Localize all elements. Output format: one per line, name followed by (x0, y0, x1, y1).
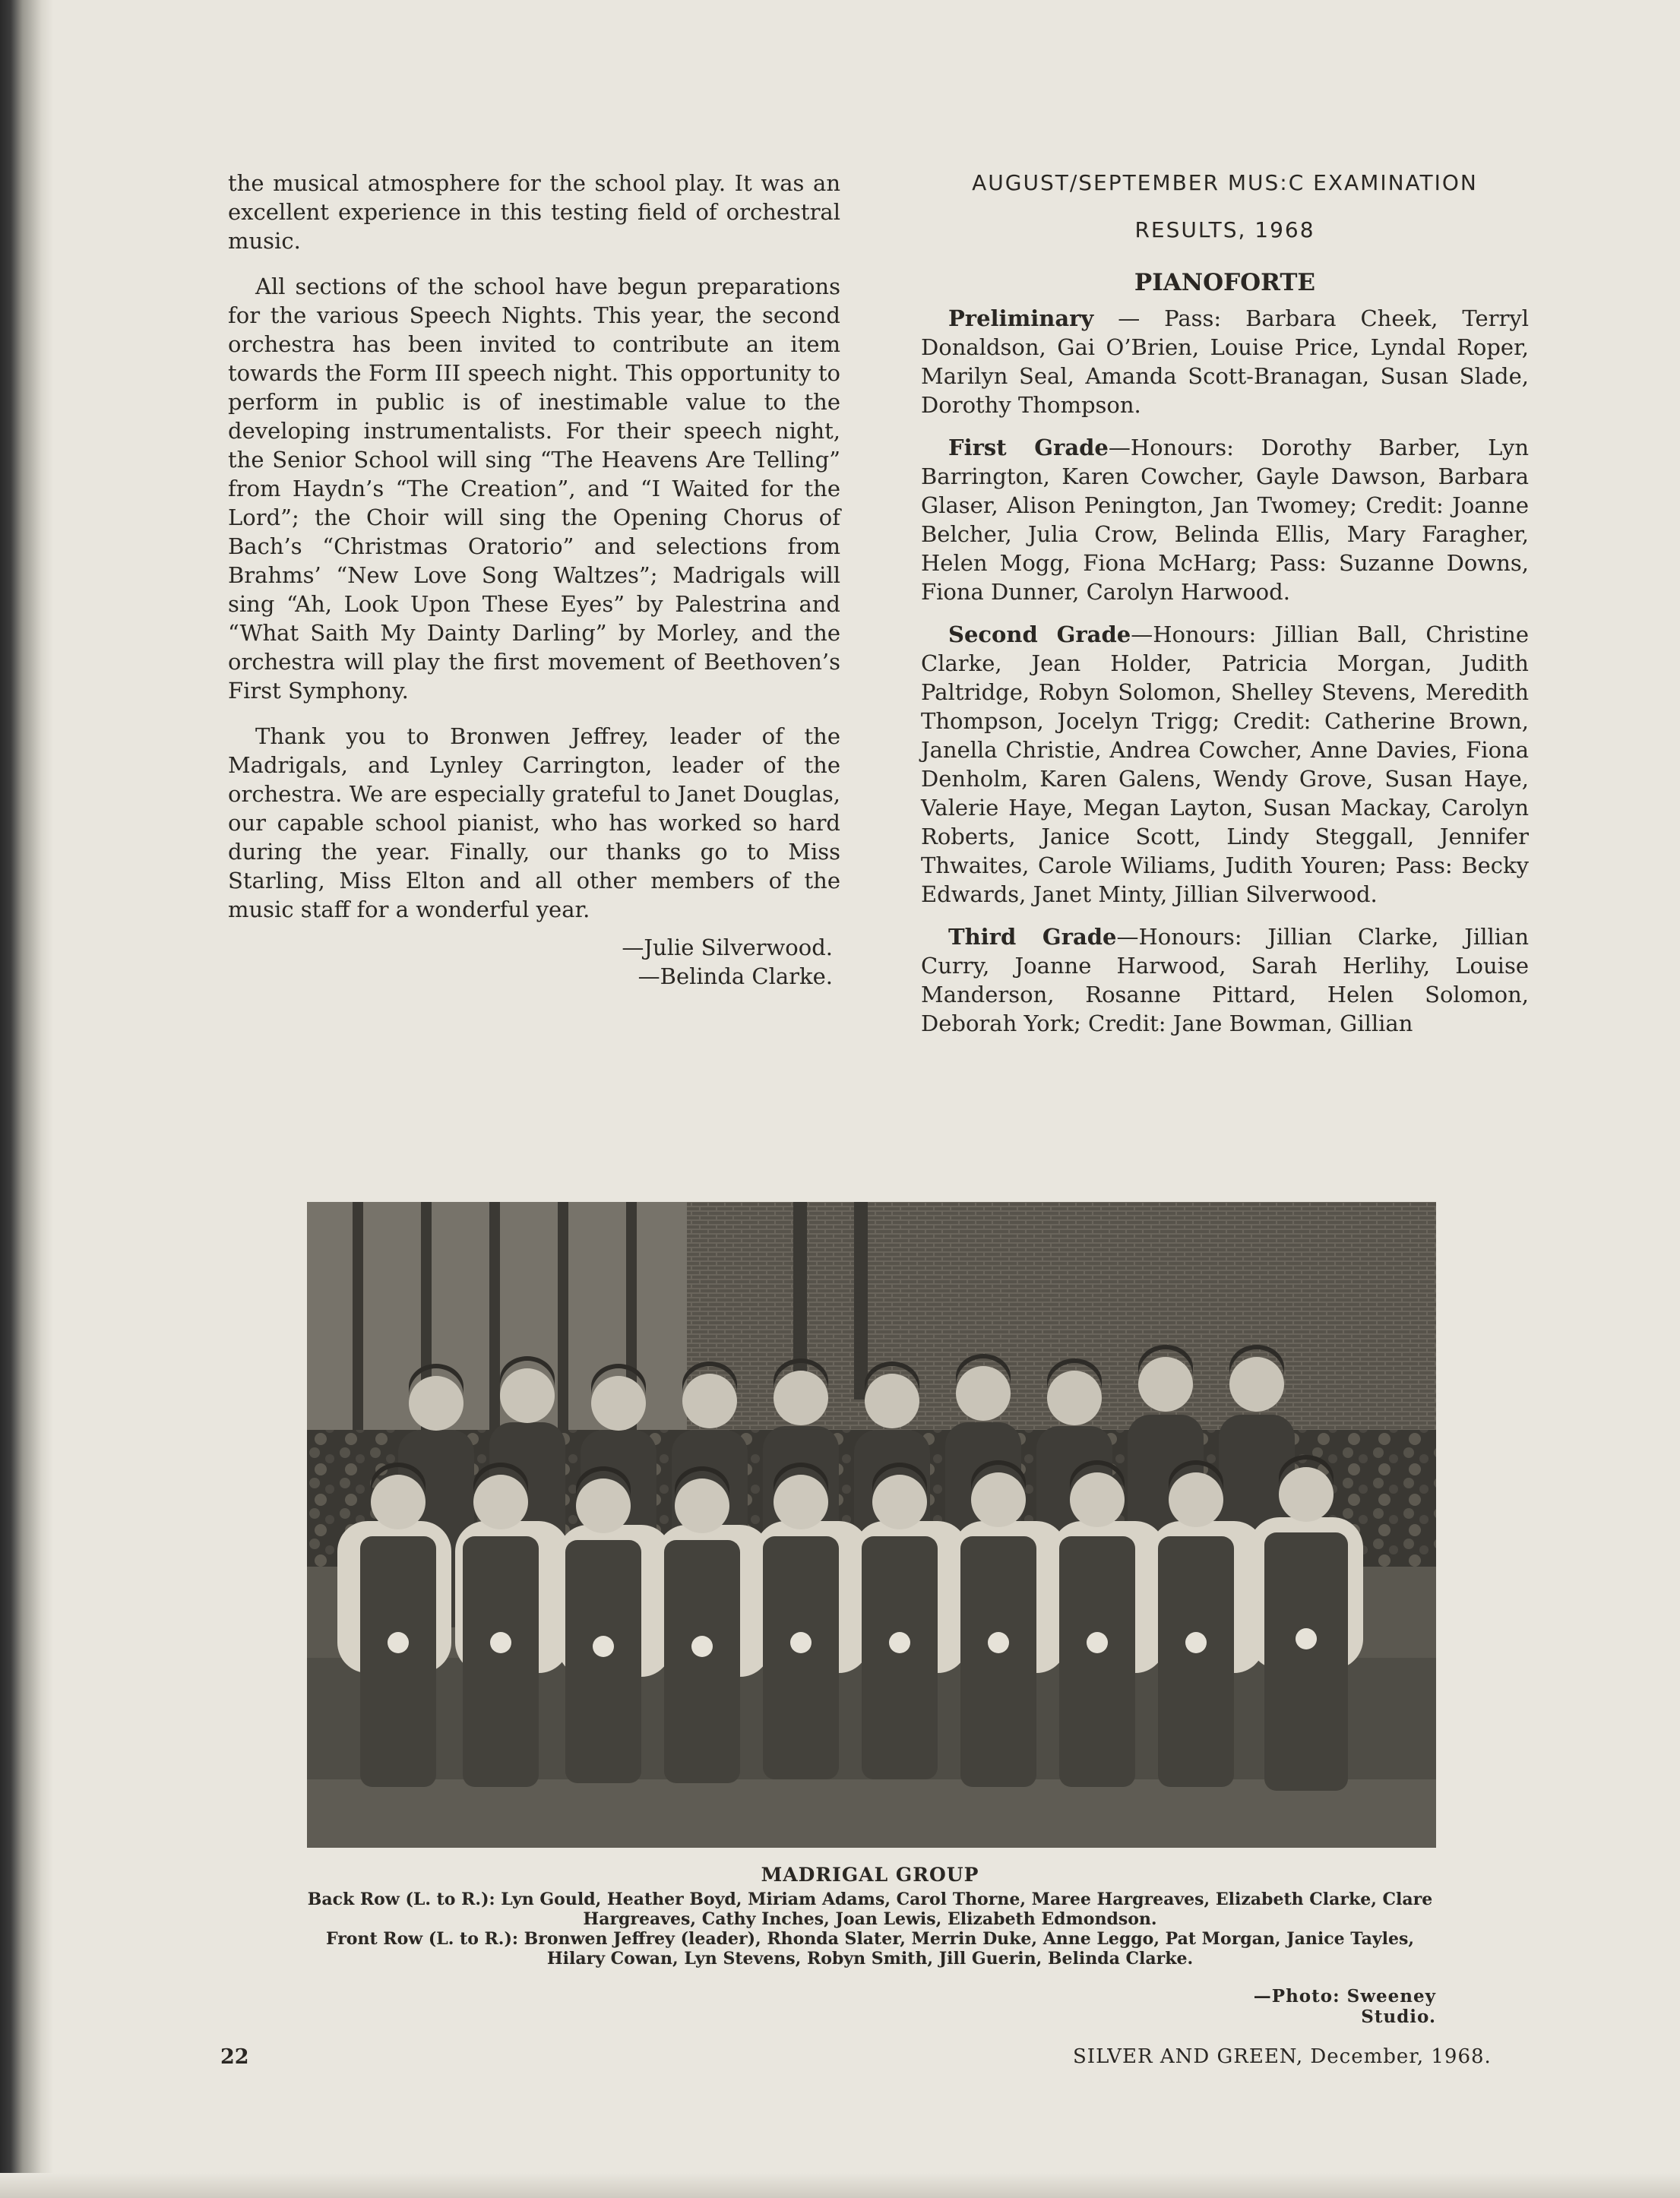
running-footer: SILVER AND GREEN, December, 1968. (1073, 2045, 1492, 2068)
group-photo-image (307, 1202, 1436, 1848)
section-heading: AUGUST/SEPTEMBER MUS:C EXAMINATION (972, 170, 1478, 195)
caption-title: MADRIGAL GROUP (761, 1864, 979, 1886)
grade-results (921, 922, 1529, 1038)
paragraph: All sections of the school have begun preparations for the various Speech Nights. This year, the second orchestra has been invited to contribute an item towards the Form III speech night. This opportunity to perform in public is of inestimable value to the developing instrumentalists. For their speech night, the Senior School will sing “The Heavens Are Telling” from Haydn’s “The Creation”, and “I Waited for the Lord”; the Choir will sing the Opening Chorus of Bach’s “Christmas Oratorio” and selections from Brahms’ “New Love Song Waltzes”; Madrigals will sing “Ah, Look Upon These Eyes” by Palestrina and “What Saith My Dainty Darling” by Morley, and the orchestra will play the first movement of Beethoven’s First Symphony. (228, 274, 840, 704)
page-binding-shadow (0, 0, 53, 2198)
grade-label: First Grade (948, 435, 1109, 460)
grade-text: —Honours: Jillian Clarke, Jillian Curry, Joanne Harwood, Sarah Herlihy, Louise Manderson, Rosanne Pittard, Helen Solomon, Deborah York; Credit: Jane Bowman, Gillian (921, 924, 1529, 1036)
grade-label: Second Grade (948, 621, 1131, 647)
grade-text: —Honours: Jillian Ball, Christine Clarke, Jean Holder, Patricia Morgan, Judith Paltridge, Robyn Solomon, Shelley Stevens, Meredith Thompson, Jocelyn Trigg; Credit: Catherine Brown, Janella Christie, Andrea Cowcher, Anne Davies, Fiona Denholm, Karen Galens, Wendy Grove, Susan Haye, Valerie Haye, Megan Layton, Susan Mackay, Carolyn Roberts, Janice Scott, Lindy Steggall, Jennifer Thwaites, Carole Wiliams, Judith Youren; Pass: Becky Edwards, Janet Minty, Jillian Silverwood. (921, 621, 1529, 907)
grade-label: Third Grade (948, 924, 1117, 950)
grade-results (921, 433, 1529, 606)
page-number: 22 (220, 2045, 249, 2069)
instrument-heading: PIANOFORTE (1134, 269, 1316, 296)
grade-results (921, 304, 1529, 419)
photo-caption (300, 1865, 1440, 1969)
paragraph: Thank you to Bronwen Jeffrey, leader of the Madrigals, and Lynley Carrington, leader of the orchestra. We are especially grateful to Janet Douglas, our capable school pianist, who has worked so hard during the year. Finally, our thanks go to Miss Starling, Miss Elton and all other members of the music staff for a wonderful year. (228, 723, 840, 922)
signature-block (228, 933, 840, 991)
caption-back-row: Back Row (L. to R.): Lyn Gould, Heather Boyd, Miriam Adams, Carol Thorne, Maree Hargreaves, Elizabeth Clarke, Clare Hargreaves, Cathy Inches, Joan Lewis, Elizabeth Edmondson. (307, 1890, 1433, 1929)
group-photo (307, 1202, 1436, 1848)
left-column (228, 169, 840, 991)
signature: —Belinda Clarke. (638, 963, 833, 989)
grade-text: — Pass: Barbara Cheek, Terryl Donaldson, Gai O’Brien, Louise Price, Lyndal Roper, Marilyn Seal, Amanda Scott-Branagan, Susan Slade, Dorothy Thompson. (921, 305, 1529, 418)
section-heading-year: RESULTS, 1968 (1134, 217, 1315, 242)
photo-credit: —Photo: Sweeney Studio. (1253, 1986, 1436, 2027)
paragraph: the musical atmosphere for the school play. It was an excellent experience in this testing field of orchestral music. (228, 170, 840, 254)
grade-label: Preliminary (948, 305, 1094, 331)
right-column (921, 169, 1529, 1052)
grade-text: —Honours: Dorothy Barber, Lyn Barrington, Karen Cowcher, Gayle Dawson, Barbara Glaser, Alison Penington, Jan Twomey; Credit: Joanne Belcher, Julia Crow, Belinda Ellis, Mary Faragher, Helen Mogg, Fiona McHarg; Pass: Suzanne Downs, Fiona Dunner, Carolyn Harwood. (921, 435, 1529, 605)
signature: —Julie Silverwood. (622, 935, 833, 960)
page-bottom-edge (0, 2173, 1680, 2198)
grade-results (921, 620, 1529, 909)
caption-front-row: Front Row (L. to R.): Bronwen Jeffrey (leader), Rhonda Slater, Merrin Duke, Anne Leggo, Pat Morgan, Janice Tayles, Hilary Cowan, Lyn Stevens, Robyn Smith, Jill Guerin, Belinda Clarke. (325, 1929, 1415, 1969)
